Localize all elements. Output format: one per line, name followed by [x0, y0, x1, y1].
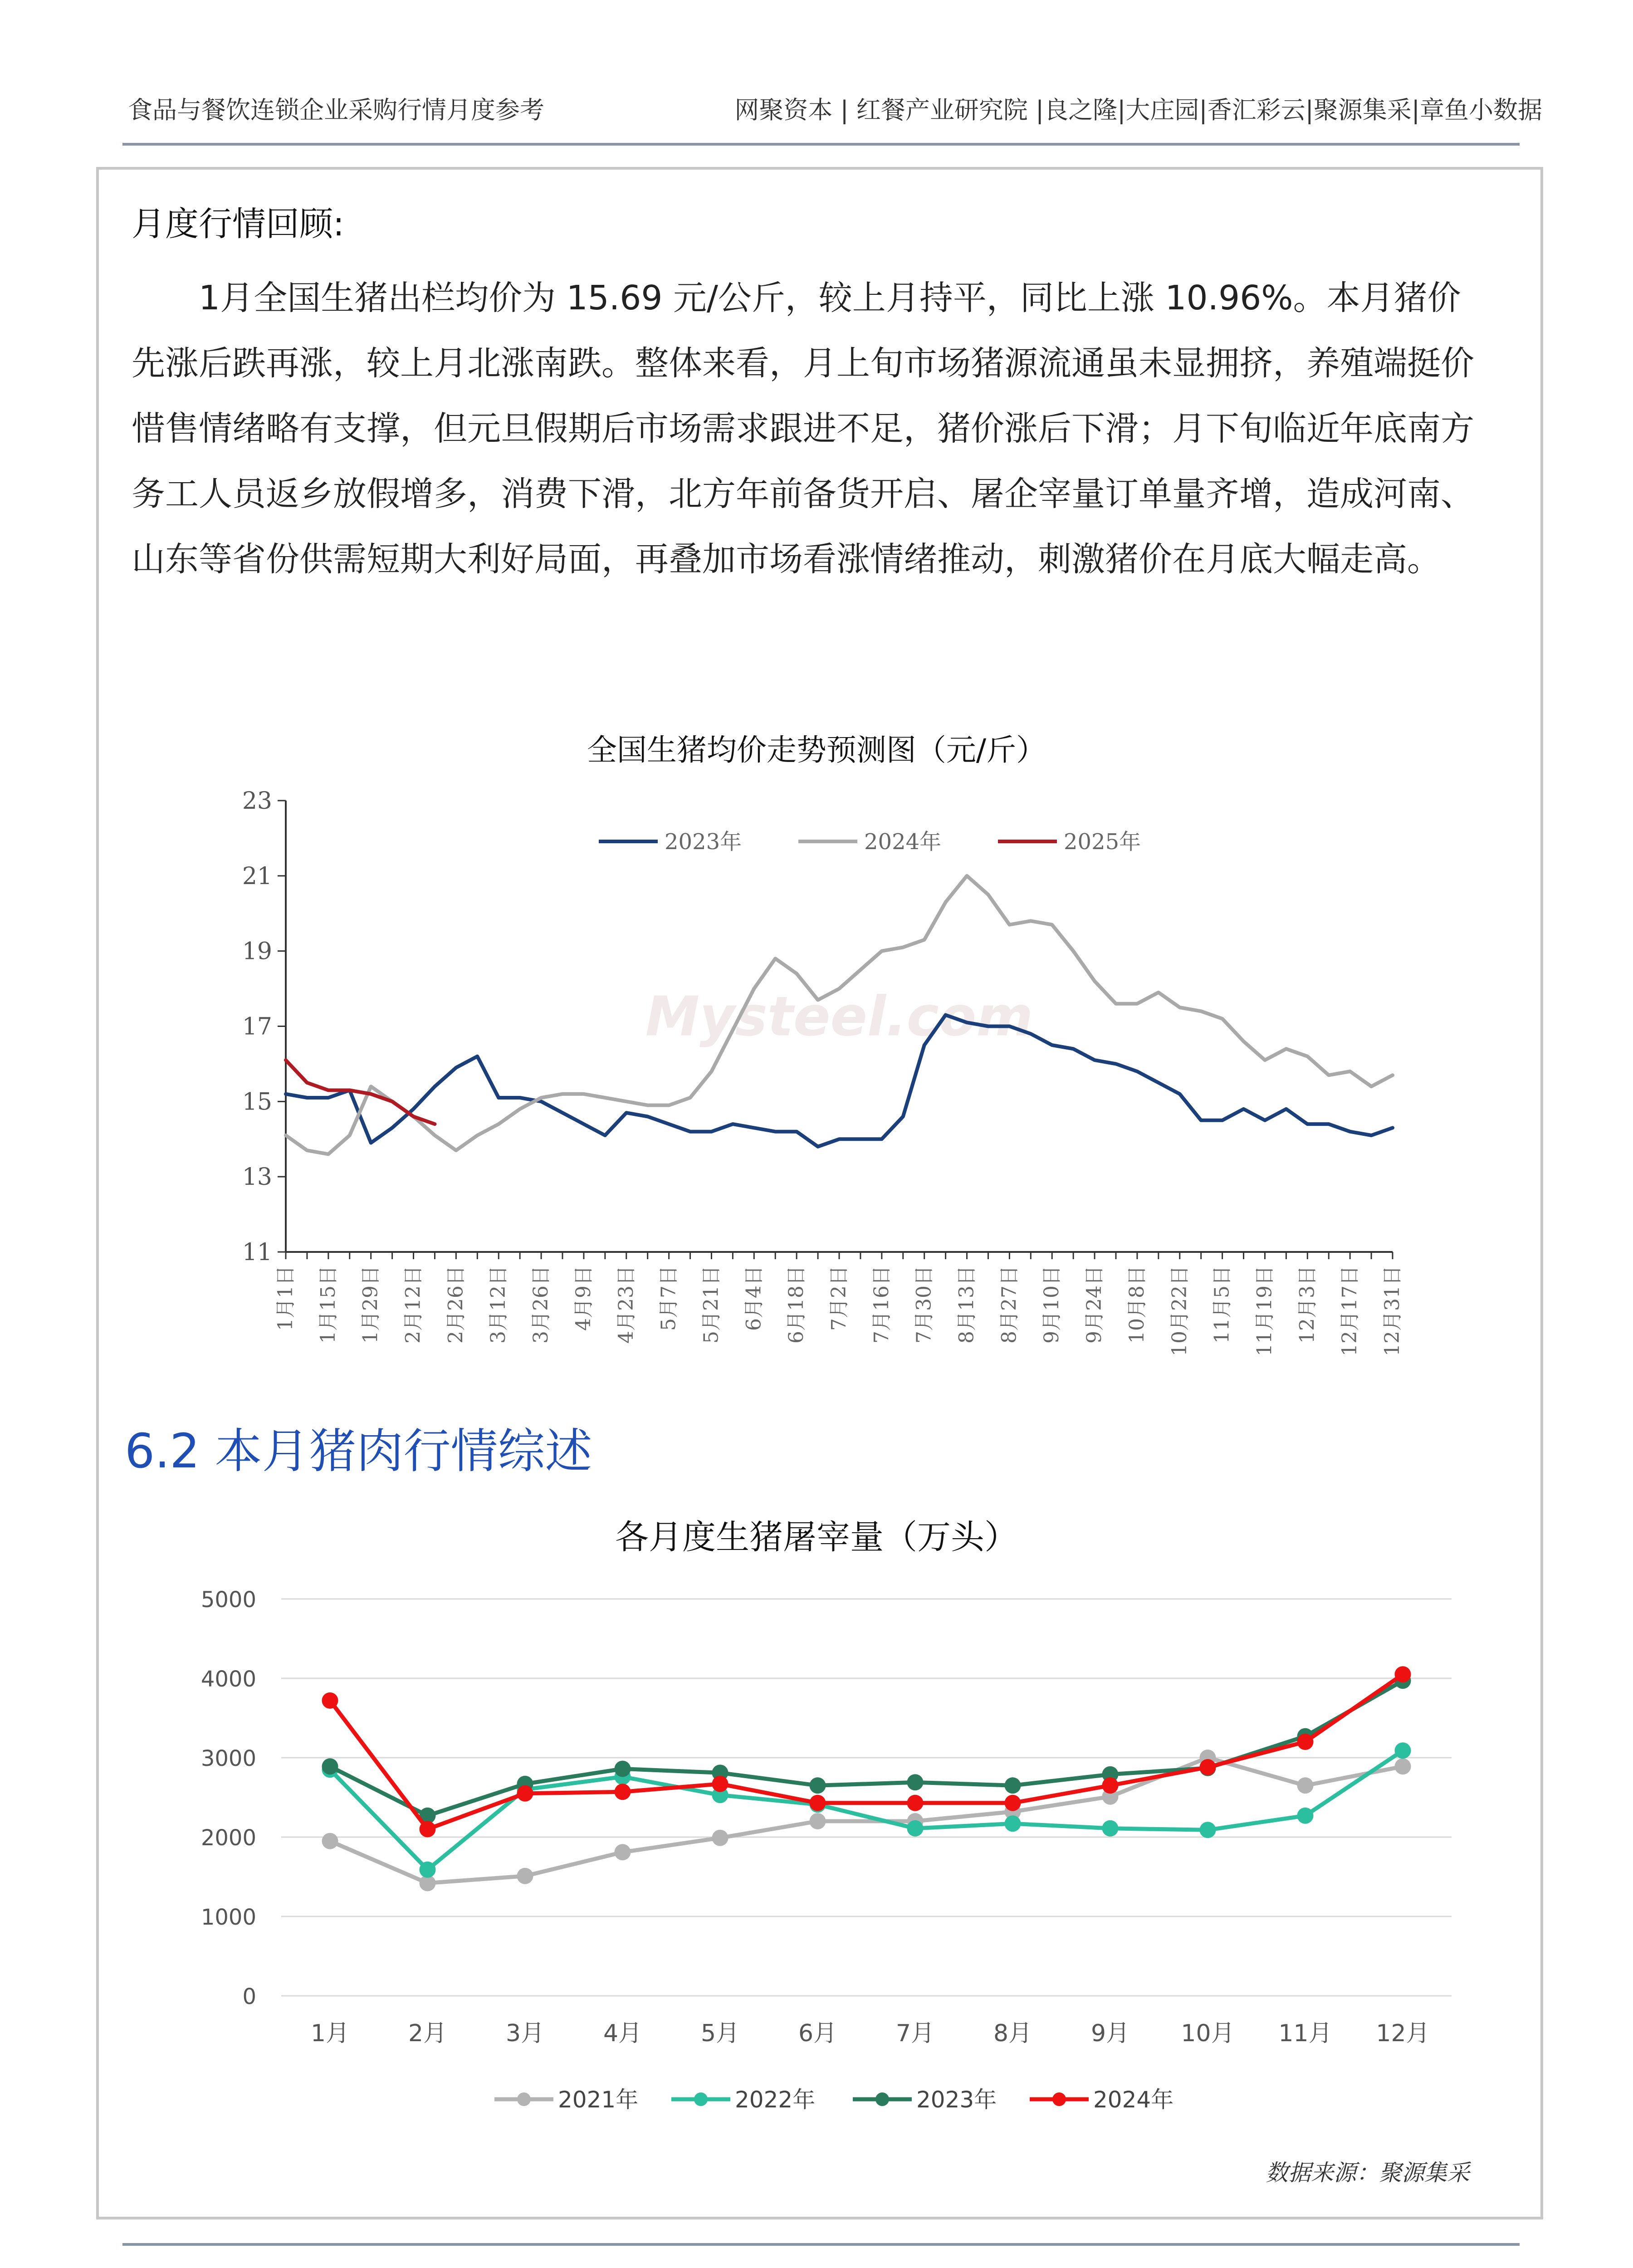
legend-label: 2021年 [558, 2087, 639, 2113]
x-tick-label: 6月4日 [742, 1266, 766, 1331]
y-tick-label: 19 [242, 938, 272, 965]
y-tick-label: 23 [242, 787, 272, 815]
series-point-2021年 [517, 1868, 533, 1884]
x-tick-label: 8月27日 [997, 1266, 1021, 1344]
review-text: 1月全国生猪出栏均价为 15.69 元/公斤，较上月持平，同比上涨 10.96%。本月猪价先涨后跌再涨，较上月北涨南跌。整体来看，月上旬市场猪源流通虽未显拥挤，养殖端挺价惜售情绪略有支撑，但元旦假期后市场需求跟进不足，猪价涨后下滑；月下旬临近年底南方务工人员返乡放假增多，消费下滑，北方年前备货开启、屠企宰量订单量齐增，造成河南、山东等省份供需短期大利好局面，再叠加市场看涨情绪推动，刺激猪价在月底大幅走高。 [132, 279, 1474, 579]
x-tick-label: 4月 [603, 2020, 642, 2047]
series-point-2022年 [907, 1820, 924, 1837]
x-tick-label: 4月9日 [572, 1266, 595, 1331]
x-tick-label: 3月 [505, 2020, 545, 2047]
x-tick-label: 1月1日 [274, 1266, 297, 1331]
series-point-2024年 [1005, 1795, 1021, 1811]
series-point-2021年 [1395, 1758, 1411, 1774]
x-tick-label: 12月3日 [1296, 1266, 1319, 1344]
x-tick-label: 10月 [1181, 2020, 1235, 2047]
legend-label: 2024年 [1093, 2087, 1174, 2113]
series-point-2024年 [1297, 1734, 1314, 1750]
series-point-2022年 [1005, 1815, 1021, 1832]
x-tick-label: 12月17日 [1338, 1266, 1362, 1356]
x-tick-label: 1月 [310, 2020, 350, 2047]
x-tick-label: 9月 [1090, 2020, 1130, 2047]
series-point-2023年 [907, 1774, 924, 1790]
x-tick-label: 11月5日 [1210, 1266, 1234, 1344]
x-tick-label: 6月18日 [785, 1266, 808, 1344]
x-tick-label: 7月2日 [827, 1266, 851, 1331]
y-tick-label: 4000 [200, 1667, 256, 1692]
legend-marker [517, 2092, 531, 2106]
legend-label: 2023年 [665, 829, 742, 855]
footer-divider [122, 2243, 1520, 2246]
legend-marker [875, 2092, 889, 2106]
series-point-2024年 [420, 1821, 436, 1838]
y-tick-label: 15 [242, 1088, 272, 1116]
y-tick-label: 11 [242, 1239, 272, 1266]
x-tick-label: 4月23日 [614, 1266, 638, 1344]
series-point-2021年 [810, 1813, 826, 1829]
x-tick-label: 8月13日 [955, 1266, 978, 1344]
legend-marker [694, 2092, 708, 2106]
series-point-2024年 [810, 1795, 826, 1811]
header-publishers: 网聚资本 | 红餐产业研究院 |良之隆|大庄园|香汇彩云|聚源集采|章鱼小数据 [734, 96, 1542, 124]
x-tick-label: 7月16日 [870, 1266, 893, 1344]
review-paragraph [132, 265, 1488, 592]
y-tick-label: 5000 [200, 1587, 256, 1613]
series-point-2022年 [420, 1862, 436, 1878]
x-tick-label: 2月26日 [444, 1266, 468, 1344]
y-tick-label: 17 [242, 1013, 272, 1041]
series-point-2021年 [322, 1833, 338, 1849]
x-tick-label: 2月 [408, 2020, 447, 2047]
x-tick-label: 10月8日 [1125, 1266, 1149, 1344]
x-tick-label: 5月21日 [699, 1266, 723, 1344]
x-tick-label: 12月 [1376, 2020, 1430, 2047]
data-source-note: 数据来源：聚源集采 [1266, 2160, 1470, 2186]
legend-label: 2022年 [735, 2087, 816, 2113]
x-tick-label: 12月31日 [1381, 1266, 1404, 1356]
price-trend-chart [236, 787, 1429, 1386]
series-point-2022年 [1395, 1742, 1411, 1759]
y-tick-label: 2000 [200, 1825, 256, 1851]
x-tick-label: 2月12日 [401, 1266, 425, 1344]
header-document-title: 食品与餐饮连锁企业采购行情月度参考 [128, 96, 544, 124]
x-tick-label: 5月7日 [657, 1266, 680, 1331]
x-tick-label: 1月29日 [359, 1266, 382, 1344]
series-point-2023年 [1005, 1777, 1021, 1794]
series-point-2022年 [1297, 1808, 1314, 1824]
series-line-2021年 [330, 1758, 1403, 1883]
legend-label: 2023年 [916, 2087, 997, 2113]
series-point-2023年 [322, 1758, 338, 1774]
series-point-2024年 [907, 1795, 924, 1811]
series-point-2024年 [712, 1776, 728, 1792]
x-tick-label: 11月 [1278, 2020, 1332, 2047]
x-tick-label: 1月15日 [316, 1266, 340, 1344]
y-tick-label: 1000 [200, 1905, 256, 1930]
x-tick-label: 8月 [993, 2020, 1032, 2047]
series-point-2024年 [517, 1785, 533, 1802]
series-point-2021年 [615, 1844, 631, 1860]
series-point-2021年 [712, 1830, 728, 1846]
series-point-2024年 [322, 1692, 338, 1709]
y-tick-label: 0 [242, 1984, 256, 2009]
header-divider [122, 143, 1520, 146]
series-point-2023年 [615, 1761, 631, 1777]
x-tick-label: 7月 [895, 2020, 935, 2047]
series-line-2023年 [330, 1681, 1403, 1816]
legend-marker [1052, 2092, 1066, 2106]
slaughter-chart-title: 各月度生猪屠宰量（万头） [615, 1518, 1018, 1557]
x-tick-label: 9月24日 [1083, 1266, 1106, 1344]
x-tick-label: 3月26日 [529, 1266, 553, 1344]
slaughter-volume-chart [172, 1569, 1479, 2132]
price-chart-title: 全国生猪均价走势预测图（元/斤） [587, 733, 1046, 767]
legend-label: 2025年 [1064, 829, 1141, 855]
section-heading: 6.2 本月猪肉行情综述 [125, 1423, 592, 1479]
x-tick-label: 7月30日 [912, 1266, 936, 1344]
x-tick-label: 11月19日 [1253, 1266, 1276, 1356]
series-point-2023年 [810, 1777, 826, 1794]
series-point-2024年 [1200, 1759, 1216, 1775]
legend-label: 2024年 [864, 829, 942, 855]
series-point-2022年 [1200, 1822, 1216, 1838]
x-tick-label: 6月 [798, 2020, 837, 2047]
series-point-2022年 [1102, 1820, 1119, 1837]
x-tick-label: 10月22日 [1168, 1266, 1191, 1356]
series-point-2021年 [1297, 1777, 1314, 1794]
series-point-2024年 [1102, 1777, 1119, 1794]
x-tick-label: 5月 [700, 2020, 740, 2047]
y-tick-label: 13 [242, 1163, 272, 1191]
watermark: Mysteel.com [645, 985, 1033, 1049]
series-point-2024年 [615, 1784, 631, 1800]
review-heading: 月度行情回顾: [132, 205, 344, 244]
x-tick-label: 3月12日 [487, 1266, 510, 1344]
series-line-2024年 [330, 1674, 1403, 1829]
series-point-2024年 [1395, 1666, 1411, 1682]
y-tick-label: 21 [242, 862, 272, 890]
y-tick-label: 3000 [200, 1746, 256, 1771]
x-tick-label: 9月10日 [1040, 1266, 1064, 1344]
